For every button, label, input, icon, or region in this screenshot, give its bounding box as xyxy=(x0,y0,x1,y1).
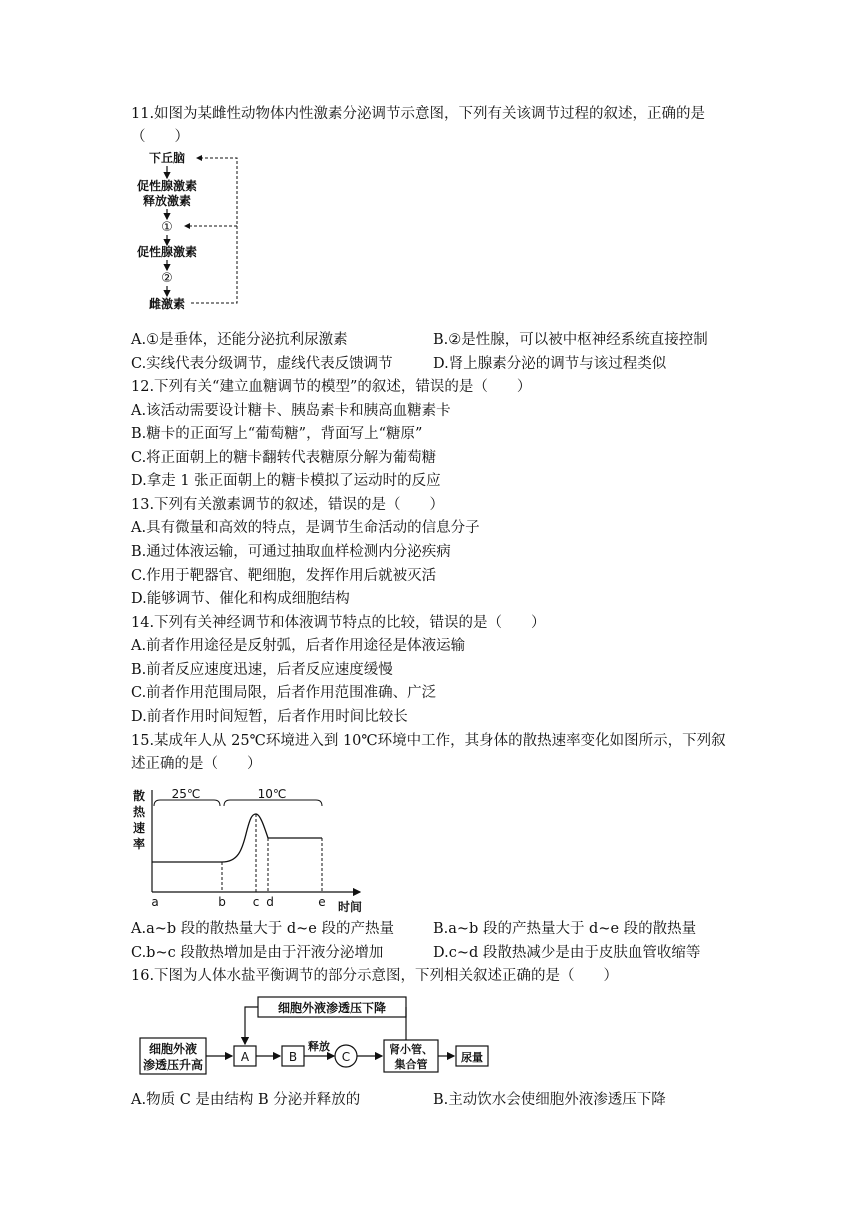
q12-option-d: D.拿走 1 张正面朝上的糖卡模拟了运动时的反应 xyxy=(131,473,441,489)
q16-circle-c-label: C xyxy=(341,1050,351,1064)
q15-stem-line2: 述正确的是（ ） xyxy=(131,756,262,772)
q11-feedback-line xyxy=(191,158,237,303)
q16-box-b-label: B xyxy=(288,1050,298,1064)
q11-node-1: ① xyxy=(161,220,173,235)
q16-box-kidney-line1: 肾小管、 xyxy=(389,1043,433,1056)
q14-stem: 14.下列有关神经调节和体液调节特点的比较，错误的是（ ） xyxy=(131,615,546,631)
q15-ylabel-3: 速 xyxy=(132,821,146,835)
q15-option-d: D.c~d 段散热减少是由于皮肤血管收缩等 xyxy=(433,945,701,961)
q13-option-b: B.通过体液运输，可通过抽取血样检测内分泌疾病 xyxy=(131,544,451,560)
q16-diagram xyxy=(136,994,492,1078)
q11-node-estrogen: 雌激素 xyxy=(148,297,186,311)
q11-node-gth: 促性腺激素 xyxy=(136,245,198,259)
q11-option-d: D.肾上腺素分泌的调节与该过程类似 xyxy=(433,356,667,372)
q11-stem: 11.如图为某雌性动物体内性激素分泌调节示意图，下列有关该调节过程的叙述，正确的是 xyxy=(131,106,706,122)
q16-box-start-line1: 细胞外液 xyxy=(148,1042,198,1056)
q15-ylabel-2: 热 xyxy=(132,805,146,819)
q11-node-gnrh-line2: 释放激素 xyxy=(142,194,192,208)
q14-option-d: D.前者作用时间短暂，后者作用时间比较长 xyxy=(131,709,408,725)
q11-diagram xyxy=(125,148,250,316)
q15-xlabel: 时间 xyxy=(337,900,363,914)
q16-option-b: B.主动饮水会使细胞外液渗透压下降 xyxy=(433,1092,666,1108)
q11-option-c: C.实线代表分级调节，虚线代表反馈调节 xyxy=(131,356,393,372)
q15-tick-e: e xyxy=(318,895,326,909)
q11-node-hypothalamus: 下丘脑 xyxy=(148,151,186,165)
q16-box-urine-label: 尿量 xyxy=(461,1051,483,1064)
q16-box-top-label: 细胞外液渗透压下降 xyxy=(277,1001,387,1015)
q15-tick-d: d xyxy=(266,895,274,909)
q11-node-2: ② xyxy=(161,271,173,286)
q15-option-c: C.b~c 段散热增加是由于汗液分泌增加 xyxy=(131,945,384,961)
q12-stem: 12.下列有关“建立血糖调节的模型”的叙述，错误的是（ ） xyxy=(131,379,532,395)
q14-option-a: A.前者作用途径是反射弧，后者作用途径是体液运输 xyxy=(131,638,466,654)
q15-tick-a: a xyxy=(151,895,159,909)
q16-option-a: A.物质 C 是由结构 B 分泌并释放的 xyxy=(131,1092,361,1108)
q16-box-start-line2: 渗透压升高 xyxy=(142,1058,204,1072)
q16-box-kidney-line2: 集合管 xyxy=(394,1058,428,1071)
q16-loop-to-a xyxy=(245,1007,258,1044)
q15-option-b: B.a~b 段的产热量大于 d~e 段的散热量 xyxy=(433,921,697,937)
q15-option-a: A.a~b 段的散热量大于 d~e 段的产热量 xyxy=(131,921,394,937)
q15-stem: 15.某成年人从 25℃环境进入到 10℃环境中工作，其身体的散热速率变化如图所示，下列叙 xyxy=(131,733,726,749)
q16-box-a-label: A xyxy=(240,1050,250,1064)
q15-temp-25: 25℃ xyxy=(171,787,201,801)
q15-temp-10: 10℃ xyxy=(257,787,287,801)
q15-ylabel-1: 散 xyxy=(132,789,146,803)
q13-option-c: C.作用于靶器官、靶细胞，发挥作用后就被灭活 xyxy=(131,568,437,584)
q15-chart xyxy=(128,782,368,914)
q15-heat-curve xyxy=(152,814,322,862)
q14-option-b: B.前者反应速度迅速，后者反应速度缓慢 xyxy=(131,662,393,678)
q15-tick-c: c xyxy=(252,895,260,909)
q16-release-label: 释放 xyxy=(308,1040,330,1053)
q11-node-gnrh-line1: 促性腺激素 xyxy=(136,179,198,193)
q11-stem-bracket: （ ） xyxy=(131,129,189,145)
q13-option-d: D.能够调节、催化和构成细胞结构 xyxy=(131,591,350,607)
q13-stem: 13.下列有关激素调节的叙述，错误的是（ ） xyxy=(131,497,445,513)
q16-stem: 16.下图为人体水盐平衡调节的部分示意图，下列相关叙述正确的是（ ） xyxy=(131,968,619,984)
q12-option-a: A.该活动需要设计糖卡、胰岛素卡和胰高血糖素卡 xyxy=(131,403,451,419)
q15-tick-b: b xyxy=(218,895,226,909)
q12-option-b: B.糖卡的正面写上“葡萄糖”，背面写上“糖原” xyxy=(131,426,423,442)
q11-option-a: A.①是垂体，还能分泌抗利尿激素 xyxy=(131,332,348,348)
q11-option-b: B.②是性腺，可以被中枢神经系统直接控制 xyxy=(433,332,708,348)
q12-option-c: C.将正面朝上的糖卡翻转代表糖原分解为葡萄糖 xyxy=(131,450,437,466)
q13-option-a: A.具有微量和高效的特点，是调节生命活动的信息分子 xyxy=(131,520,480,536)
q15-ylabel-4: 率 xyxy=(132,837,146,851)
q14-option-c: C.前者作用范围局限，后者作用范围准确、广泛 xyxy=(131,685,437,701)
